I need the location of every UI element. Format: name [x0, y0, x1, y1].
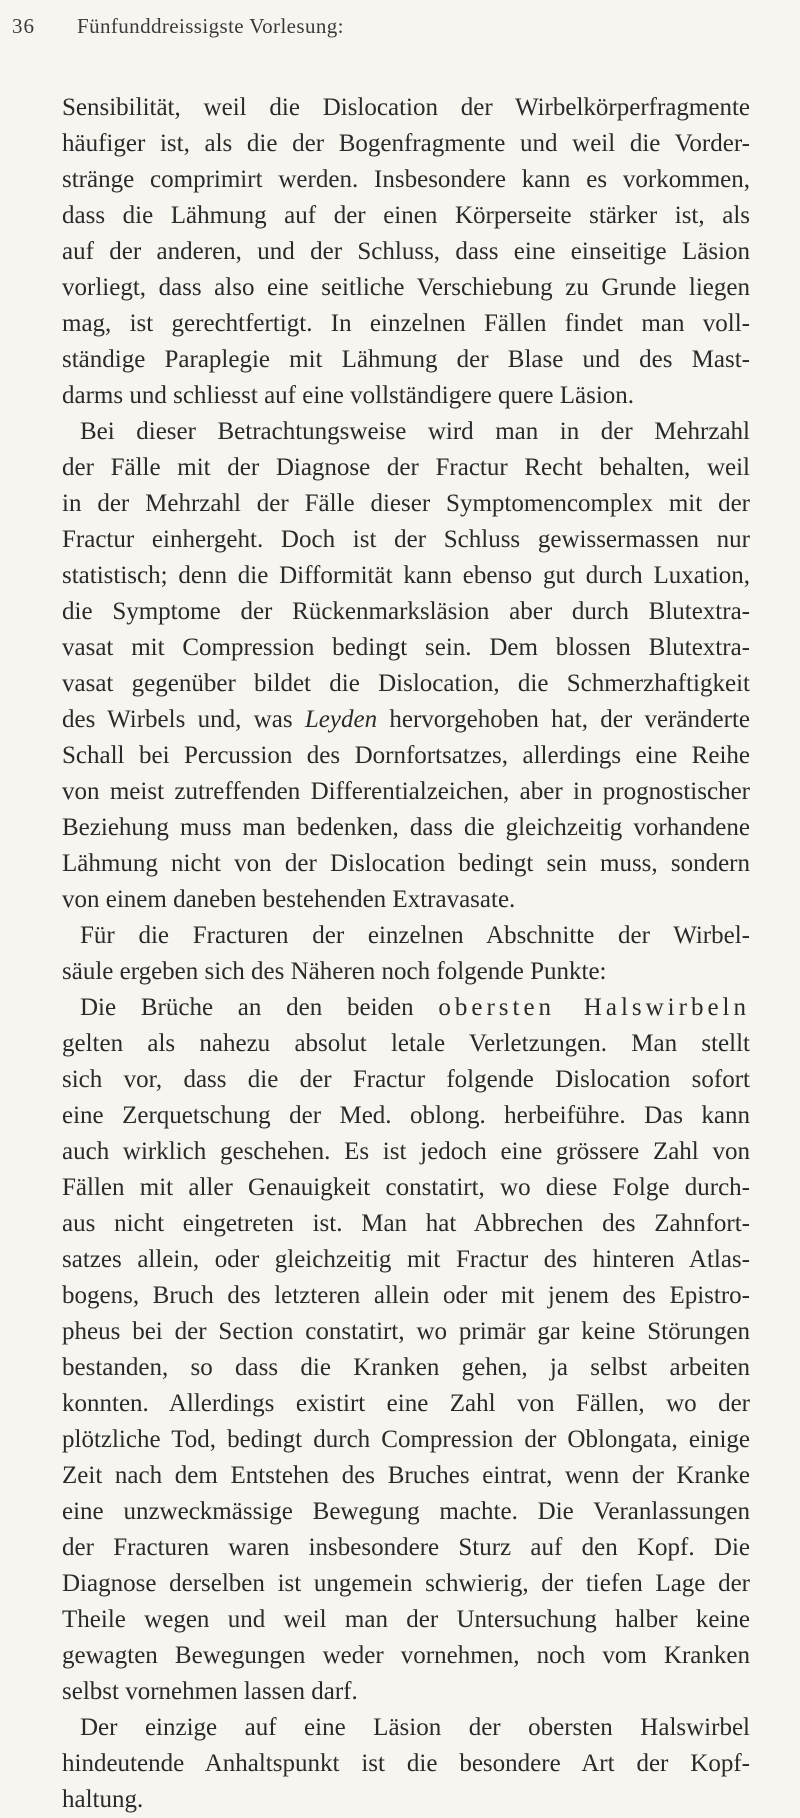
text-line: Lähmung nicht von der Dislocation bedingt sein muss, sondern [62, 850, 750, 877]
text-line: die Symptome der Rückenmarksläsion aber durch Blutextra- [62, 598, 750, 625]
text-line: vasat gegenüber bildet die Dislocation, die Schmerzhaftigkeit [62, 670, 750, 697]
text-line: dass die Lähmung auf der einen Körperseite stärker ist, als [62, 202, 750, 229]
text-line: Sensibilität, weil die Dislocation der Wirbelkörperfragmente [62, 94, 750, 121]
text-line-leyden [62, 702, 750, 738]
text-line-brueche [62, 990, 750, 1026]
text-line: auf der anderen, und der Schluss, dass eine einseitige Läsion [62, 238, 750, 265]
text-line: satzes allein, oder gleichzeitig mit Fractur des hinteren Atlas- [62, 1246, 750, 1273]
text-line: Theile wegen und weil man der Untersuchung halber keine [62, 1606, 750, 1633]
text-fragment: Die Brüche an den beiden [80, 994, 439, 1021]
text-line: eine Zerquetschung der Med. oblong. herbeiführe. Das kann [62, 1102, 750, 1129]
text-line: von meist zutreffenden Differentialzeichen, aber in prognostischer [62, 778, 750, 805]
text-line: darms und schliesst auf eine vollständigere quere Läsion. [62, 382, 635, 409]
text-line: Schall bei Percussion des Dornfortsatzes, allerdings eine Reihe [62, 742, 750, 769]
text-line: bogens, Bruch des letzteren allein oder mit jenem des Epistro- [62, 1282, 750, 1309]
text-line: in der Mehrzahl der Fälle dieser Symptomencomplex mit der [62, 490, 750, 517]
text-line: ständige Paraplegie mit Lähmung der Blase und des Mast- [62, 346, 750, 373]
text-line: auch wirklich geschehen. Es ist jedoch eine grössere Zahl von [62, 1138, 750, 1165]
page-header [12, 14, 760, 44]
text-line: pheus bei der Section constatirt, wo primär gar keine Störungen [62, 1318, 750, 1345]
text-line: sich vor, dass die der Fractur folgende Dislocation sofort [62, 1066, 750, 1093]
text-line: Bei dieser Betrachtungsweise wird man in der Mehrzahl [80, 418, 750, 445]
text-line: mag, ist gerechtfertigt. In einzelnen Fällen findet man voll- [62, 310, 750, 337]
text-line: aus nicht eingetreten ist. Man hat Abbrechen des Zahnfort- [62, 1210, 750, 1237]
text-line: säule ergeben sich des Näheren noch folgende Punkte: [62, 958, 607, 985]
text-line: hindeutende Anhaltspunkt ist die besondere Art der Kopf- [62, 1750, 750, 1777]
page-number: 36 [12, 14, 35, 38]
running-title: Fünfunddreissigste Vorlesung: [77, 14, 344, 38]
text-line: haltung. [62, 1786, 144, 1813]
text-fragment: des Wirbels und, was [62, 706, 305, 733]
person-name-leyden: Leyden [304, 706, 378, 733]
text-fragment: hervorgehoben hat, der veränderte [377, 706, 750, 733]
text-line: vorliegt, dass also eine seitliche Verschiebung zu Grunde liegen [62, 274, 750, 301]
text-line: bestanden, so dass die Kranken gehen, ja selbst arbeiten [62, 1354, 750, 1381]
text-line: plötzliche Tod, bedingt durch Compression der Oblongata, einige [62, 1426, 750, 1453]
text-line: konnten. Allerdings existirt eine Zahl von Fällen, wo der [62, 1390, 750, 1417]
text-line: eine unzweckmässige Bewegung machte. Die Veranlassungen [62, 1498, 750, 1525]
text-line: Diagnose derselben ist ungemein schwierig, der tiefen Lage der [62, 1570, 750, 1597]
text-line: vasat mit Compression bedingt sein. Dem blossen Blutextra- [62, 634, 750, 661]
text-line: Der einzige auf eine Läsion der obersten Halswirbel [80, 1714, 750, 1741]
text-line: gewagten Bewegungen weder vornehmen, noch vom Kranken [62, 1642, 750, 1669]
text-line: Für die Fracturen der einzelnen Abschnitte der Wirbel- [80, 922, 750, 949]
text-line: Fällen mit aller Genauigkeit constatirt, wo diese Folge durch- [62, 1174, 750, 1201]
emphasized-term: obersten Halswirbeln [438, 994, 750, 1021]
text-line: Zeit nach dem Entstehen des Bruches eintrat, wenn der Kranke [62, 1462, 750, 1489]
text-line: der Fracturen waren insbesondere Sturz auf den Kopf. Die [62, 1534, 750, 1561]
text-line: stränge comprimirt werden. Insbesondere kann es vorkommen, [62, 166, 750, 193]
text-line: selbst vornehmen lassen darf. [62, 1678, 358, 1705]
text-line: gelten als nahezu absolut letale Verletzungen. Man stellt [62, 1030, 750, 1057]
body-text [62, 90, 750, 1818]
text-line: von einem daneben bestehenden Extravasate. [62, 886, 516, 913]
text-line: Beziehung muss man bedenken, dass die gleichzeitig vorhandene [62, 814, 750, 841]
text-line: der Fälle mit der Diagnose der Fractur Recht behalten, weil [62, 454, 750, 481]
text-line: statistisch; denn die Difformität kann ebenso gut durch Luxation, [62, 562, 750, 589]
text-line: häufiger ist, als die der Bogenfragmente und weil die Vorder- [62, 130, 750, 157]
text-line: Fractur einhergeht. Doch ist der Schluss gewissermassen nur [62, 526, 750, 553]
